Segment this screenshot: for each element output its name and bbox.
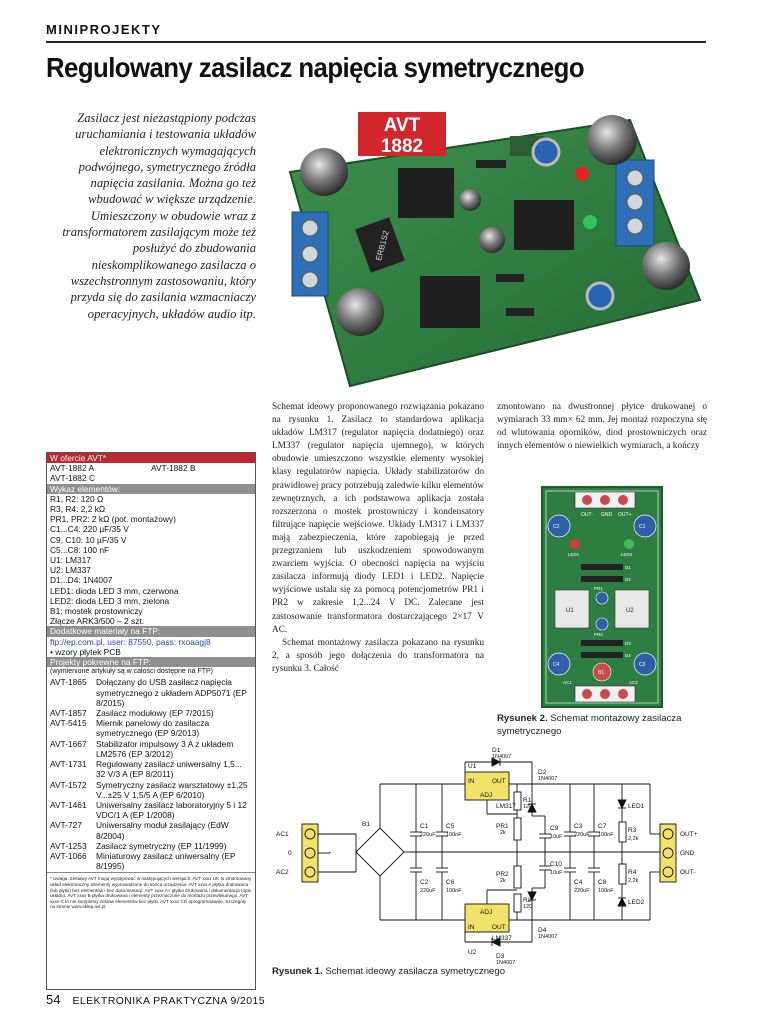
svg-text:1N4007: 1N4007 [538,776,558,782]
figure-1-caption-label: Rysunek 1. [272,966,323,977]
svg-text:C1: C1 [420,823,429,830]
svg-text:C8: C8 [598,879,607,886]
svg-text:120: 120 [523,804,533,810]
svg-text:AVT: AVT [383,115,421,136]
svg-text:2,2k: 2,2k [628,836,639,842]
projects-subheader: (wymienione artykuły są w całości dostępne na FTP) [50,668,214,676]
svg-text:220uF: 220uF [574,832,590,838]
capacitor [300,148,348,196]
part-item: D1...D4: 1N4007 [50,575,113,586]
svg-text:C10: C10 [550,861,562,868]
svg-text:D4: D4 [625,653,631,658]
svg-text:U2: U2 [626,608,634,614]
svg-text:LED1: LED1 [628,803,645,810]
svg-text:U1: U1 [566,608,574,614]
project-code: AVT-1731 [50,759,87,770]
svg-text:AC1: AC1 [276,831,289,838]
svg-text:220uF: 220uF [420,832,436,838]
regulator [398,168,454,218]
magazine-name: ELEKTRONIKA PRAKTYCZNA 9/2015 [72,995,265,1007]
part-item: U2: LM337 [50,565,91,576]
project-desc: Regulowany zasilacz uniwersalny 1,5... 32 V/3 A (EP 8/2011) [96,759,242,780]
svg-text:D3: D3 [496,953,505,960]
svg-text:D1: D1 [492,747,501,754]
article-title: Regulowany zasilacz napięcia symetrycznego [46,52,585,83]
project-desc: Miernik panelowy do zasilacza symetrycznego (EP 9/2013) [96,718,210,739]
project-item [47,800,255,820]
schematic-diagram [270,744,706,966]
svg-text:AC2: AC2 [629,680,638,685]
svg-text:LED2: LED2 [628,899,645,906]
svg-text:LED2: LED2 [621,552,633,557]
board-photo [270,100,706,390]
svg-text:C2: C2 [420,879,429,886]
projects-list [47,677,255,871]
project-code: AVT-1857 [50,708,87,719]
svg-text:220uF: 220uF [420,888,436,894]
svg-text:C7: C7 [598,823,607,830]
svg-text:C5: C5 [446,823,455,830]
svg-text:C3: C3 [639,662,646,668]
capacitor [459,189,481,211]
figure-1-caption [272,966,505,977]
svg-text:C4: C4 [574,879,583,886]
part-item: Złącze ARK3/500 – 2 szt. [50,616,145,627]
svg-text:AC2: AC2 [276,869,289,876]
project-code: AVT-727 [50,820,82,831]
diode [506,308,534,316]
svg-text:C9: C9 [550,825,559,832]
body-column-2 [497,401,707,453]
svg-text:LM317: LM317 [496,803,516,810]
svg-text:D3: D3 [625,641,631,646]
top-rule [46,41,706,43]
project-code: AVT-5415 [50,718,87,729]
svg-text:OUT-: OUT- [581,512,593,518]
lead-paragraph: Zasilacz jest niezastąpiony podczas uruchamiania i testowania układów elektronicznych wymagających podwójnego, symetrycznego źródła napięcia zasilania. Można go też wbudować w większe urządzenie. Umieszczony w obudowie wraz z transformatorem zasilającym może też posłużyć do zbudowania nieskomplikowanego zasilacza o wszechstronnym zastosowaniu, który przyda się do zasilania wzmacniaczy operacyjnych, układów audio itp. [62,111,256,321]
project-code: AVT-1667 [50,738,87,749]
svg-text:IN: IN [468,924,475,931]
svg-text:GND: GND [601,512,613,518]
svg-text:R3: R3 [628,827,637,834]
svg-text:PR2: PR2 [594,632,603,637]
svg-text:C3: C3 [574,823,583,830]
svg-text:IN: IN [468,778,475,785]
project-item [47,708,255,718]
part-item: R3, R4: 2,2 kΩ [50,504,106,515]
project-desc: Symetryczny zasilacz warsztatowy ±1,25 V...±25 V 1,5/5 A (EP 6/2010) [96,779,248,800]
svg-text:AC1: AC1 [563,680,572,685]
project-item [47,841,255,851]
page-number: 54 [46,992,61,1007]
svg-text:U1: U1 [468,763,477,770]
diode [476,160,506,168]
diode [496,274,524,282]
svg-text:10uF: 10uF [550,870,563,876]
project-item [47,739,255,759]
kit-b: AVT-1882 B [151,463,196,474]
svg-text:2,2k: 2,2k [628,878,639,884]
svg-text:100nF: 100nF [446,888,462,894]
svg-text:D1: D1 [625,565,631,570]
input-terminal [292,212,328,296]
led-red [575,167,589,181]
svg-text:OUT+: OUT+ [680,831,698,838]
svg-text:ERB1S2: ERB1S2 [374,229,391,262]
svg-text:10uF: 10uF [550,834,563,840]
svg-text:1882: 1882 [380,136,424,157]
project-desc: Dołączany do USB zasilacz napięcia symetrycznego z układem ADP5071 (EP 8/2015) [96,677,247,708]
kit-info-box [46,452,256,990]
project-desc: Zasilacz symetryczny (EP 11/1999) [96,840,227,851]
regulator [514,200,574,250]
svg-text:1N4007: 1N4007 [538,934,558,940]
svg-text:100nF: 100nF [446,832,462,838]
part-item: U1: LM317 [50,555,91,566]
parts-list [47,494,255,627]
kit-versions-footnote: * Uwaga: Zestawy AVT mogą występować w następujących wersjach: AVT xxxx UK to zmontowany układ elektroniczny. Elementy wyprowadzone do końca urządzenia. AVT xxxx A płytka drukowana (lub płytki) bez elementów i bez dokumentacji. AVT xxxx A+ płytka drukowana i dokumentacja (opis układu). AVT xxxx B płytka drukowana i elementy przeznaczone do montażu przewlekanego. AVT xxxx C to nie kompletny zestaw elementów bez płytki. AVT xxxx CD oprogramowanie. Szczegóły na stronie www.sklep.avt.pl [50,876,252,910]
capacitor [587,115,637,165]
section-label: MINIPROJEKTY [46,22,162,37]
project-desc: Stabilizator impulsowy 3 A z układem LM2576 (EP 3/2012) [96,738,234,759]
svg-text:D4: D4 [538,927,547,934]
svg-text:0: 0 [288,850,292,857]
svg-text:120: 120 [523,904,533,910]
heatsink [420,276,480,328]
project-item [47,851,255,871]
svg-text:PR1: PR1 [594,586,603,591]
svg-text:ADJ: ADJ [480,909,493,916]
svg-text:OUT+: OUT+ [618,512,632,518]
svg-text:GND: GND [680,850,695,857]
part-item: R1, R2: 120 Ω [50,493,104,504]
svg-text:100nF: 100nF [598,832,614,838]
part-item: LED2: dioda LED 3 mm, zielona [50,595,170,606]
svg-text:D2: D2 [538,769,547,776]
project-code: AVT-1253 [50,840,87,851]
led-green [583,215,597,229]
svg-text:U2: U2 [468,949,477,956]
project-desc: Miniaturowy zasilacz uniwersalny (EP 8/1995) [96,850,236,872]
part-item: LED1: dioda LED 3 mm, czerwona [50,585,179,596]
body-paragraph: Schemat montażowy zasilacza pokazano na rysunku 2, a sposób jego dołączenia do transformatora na rysunku 3. Całość [272,637,484,674]
ftp-header: Dodatkowe materiały na FTP: [47,626,255,636]
project-item [47,780,255,800]
divider [47,872,255,873]
svg-text:PR2: PR2 [496,871,509,878]
body-column-1 [272,401,484,676]
svg-text:OUT-: OUT- [680,869,696,876]
page-footer [46,992,265,1007]
body-paragraph: zmontowano na dwustronnej płytce drukowanej o wymiarach 33 mm× 62 mm. Jej montaż rozpoczyna się od wlutowania oporników, diod prostowniczych oraz innych elementów o niewielkich wymiarach, a kończy [497,402,707,452]
svg-text:1N4007: 1N4007 [496,960,516,966]
potentiometer [587,283,613,309]
output-terminal [616,160,654,246]
svg-text:OUT: OUT [492,778,506,785]
offer-header: W ofercie AVT* [47,453,255,463]
project-desc: Uniwersalny zasilacz laboratoryjny 5 i 12 VDC/1 A (EP 1/2008) [96,799,247,821]
part-item: PR1, PR2: 2 kΩ (pot. montażowy) [50,514,176,525]
figure-1-caption-text: Schemat ideowy zasilacza symetrycznego [325,966,506,977]
svg-text:PR1: PR1 [496,823,509,830]
ftp-link[interactable]: ftp://ep.com.pl, user: 87550, pass: rxoaagj8 [50,636,211,647]
kit-a: AVT-1882 A [50,463,95,474]
kit-c: AVT-1882 C [50,473,95,484]
svg-text:C6: C6 [446,879,455,886]
svg-text:B1: B1 [598,670,605,676]
project-code: AVT-1865 [50,677,87,688]
part-item: C5...C8: 100 nF [50,544,110,555]
parts-header: Wykaz elementów: [47,484,255,494]
svg-text:220uF: 220uF [574,888,590,894]
svg-text:2k: 2k [500,878,506,884]
assembly-diagram [541,486,663,708]
svg-text:R2: R2 [523,897,532,904]
part-item: C1...C4: 220 µF/35 V [50,524,129,535]
project-desc: Zasilacz modułowy (EP 7/2015) [96,708,214,719]
figure-2-caption-text: Schemat montażowy zasilacza symetrycznego [497,713,682,737]
project-item [47,820,255,840]
project-code: AVT-1572 [50,779,87,790]
potentiometer [533,139,559,165]
svg-text:R4: R4 [628,869,637,876]
figure-2-caption [497,712,709,738]
capacitor [642,242,690,290]
body-paragraph: Schemat ideowy proponowanego rozwiązania pokazano na rysunku 1. Zasilacz to standardowa aplikacja układów LM317 (regulator napięcia dodatniego) oraz LM337 (regulator napięcia ujemnego), w których obudowie umieszczono wszystkie elementy wysokiej klasy regulatorów napięcia. Układy stabilizatorów do prawidłowej pracy potrzebują zaledwie kilku elementów zewnętrznych, a ich podstawowa aplikacja została rozszerzona o mostek prostowniczy i kondensatory filtrujące napięcie wejściowe. Układy LM317 i LM337 mają zabezpieczenia, które zapobiegają je przed przegrzaniem lub uszkodzeniem spowodowanym zwarciem wyjścia. O obecności napięcia na wyjściu zasilacza informują diody LED1 i LED2. Napięcie wyjściowe ustala się za pomocą potencjometrów PR1 i PR2 w zakresie 1,2...24 V DC. Zalecane jest zastosowanie transformatora dostarczającego 2×17 V AC. [272,402,484,635]
part-item: B1: mostek prostowniczy [50,606,143,617]
project-code: AVT-1461 [50,799,87,810]
project-item [47,759,255,779]
project-code: AVT-1066 [50,850,87,861]
projects-header: Projekty pokrewne na FTP: [47,657,255,667]
project-item [47,718,255,738]
svg-text:B1: B1 [362,821,370,828]
svg-text:2k: 2k [500,830,506,836]
svg-text:LED1: LED1 [568,552,580,557]
svg-text:OUT: OUT [492,924,506,931]
svg-text:C4: C4 [553,662,560,668]
svg-text:R1: R1 [523,797,532,804]
figure-2-caption-label: Rysunek 2. [497,713,548,724]
part-item: C9, C10: 10 µF/35 V [50,534,127,545]
project-desc: Uniwersalny moduł zasilający (EdW 8/2004) [96,820,229,841]
svg-text:C1: C1 [639,524,646,530]
svg-text:D2: D2 [625,577,631,582]
ftp-item: • wzory płytek PCB [50,646,121,657]
svg-text:ADJ: ADJ [480,792,493,799]
kit-row [47,463,255,473]
svg-text:LM337: LM337 [492,935,512,942]
svg-text:1N4007: 1N4007 [492,754,512,760]
svg-text:100nF: 100nF [598,888,614,894]
project-item [47,677,255,708]
capacitor [479,227,505,253]
svg-text:C2: C2 [553,524,560,530]
capacitor [336,288,384,336]
avt-badge [358,112,446,157]
